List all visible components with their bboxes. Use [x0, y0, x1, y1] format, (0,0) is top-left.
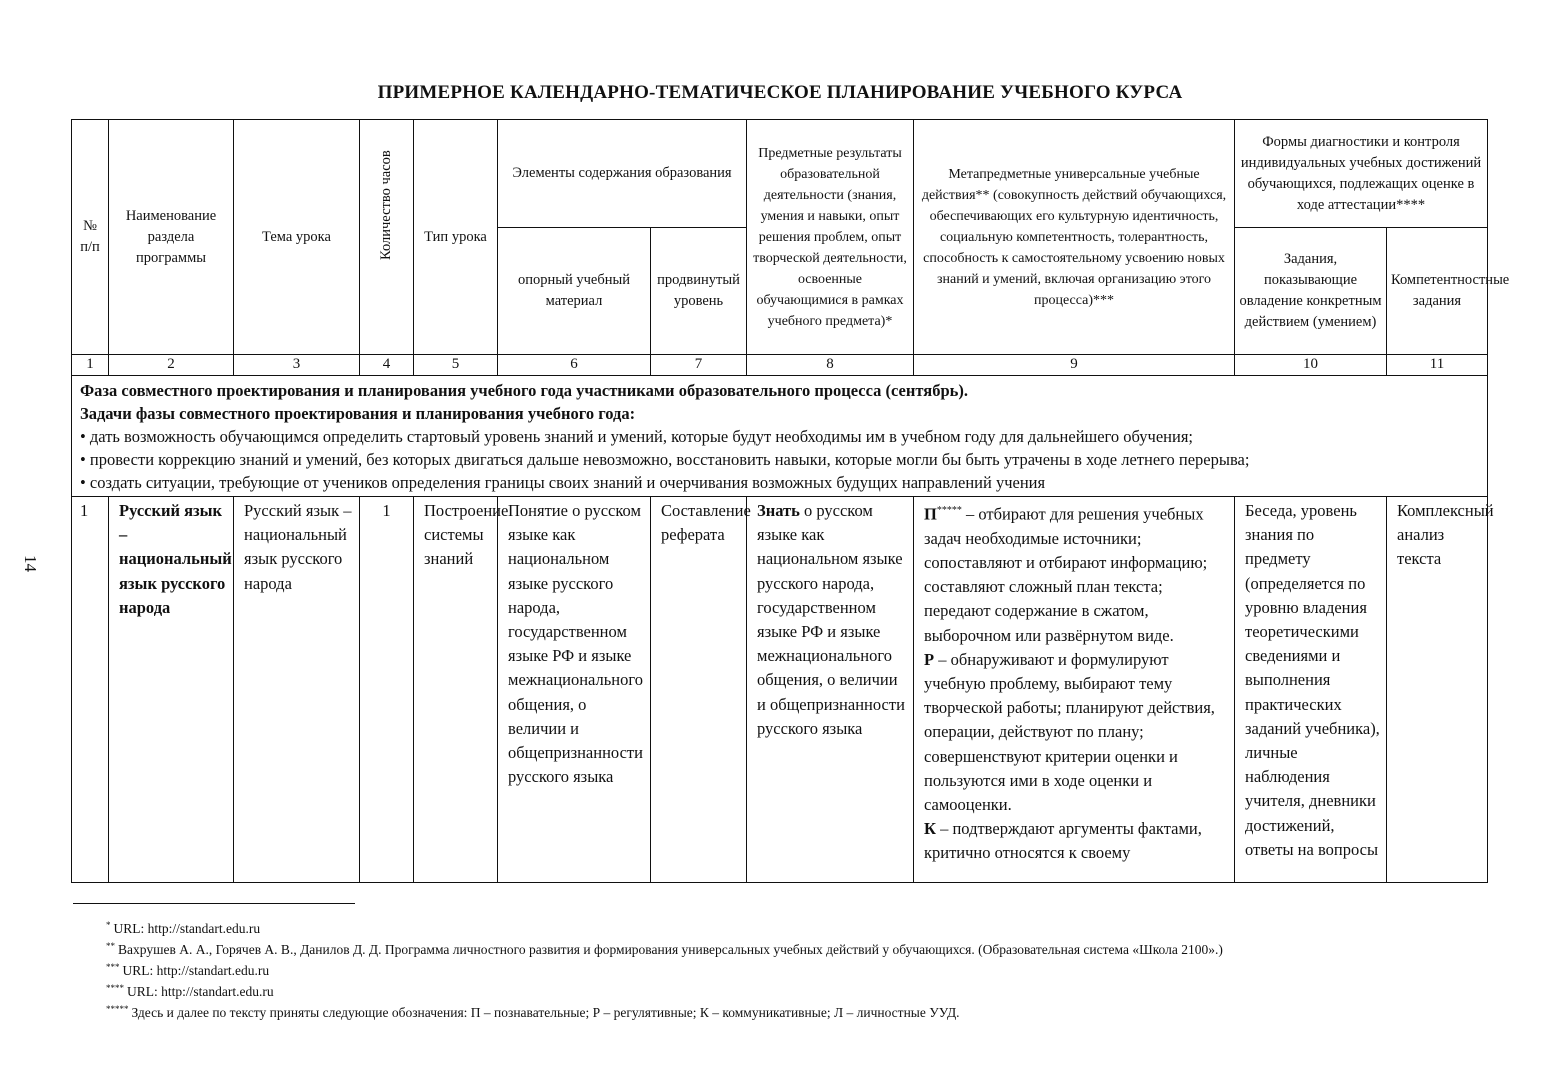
col-number: 5 — [414, 355, 498, 376]
footnote-mark: **** — [106, 983, 124, 993]
row-diagnostics: Беседа, уровень знания по предмету (определяется по уровню владения теоретическими сведениями и выполнения практических заданий учебника), личные наблюдения учителя, дневники достижений, ответы на вопросы — [1235, 497, 1387, 883]
header-hours-label: Количество часов — [378, 149, 394, 260]
footnote-text: URL: http://standart.edu.ru — [122, 963, 270, 978]
header-meta-actions: Метапредметные универсальные учебные действия** (совокупность действий обучающихся, обеспечивающих его культурную идентичность, социальную компетентность, толерантность, способность к самостоятельному усвоению новых знаний и умений, включая организацию этого процесса)*** — [914, 120, 1235, 355]
header-skill-tasks: Задания, показывающие овладение конкретным действием (умением) — [1235, 228, 1387, 355]
table-row — [72, 497, 1488, 883]
footnote-text: URL: http://standart.edu.ru — [113, 921, 261, 936]
footnote-mark: ***** — [106, 1004, 129, 1014]
header-hours — [360, 120, 414, 355]
page-title: ПРИМЕРНОЕ КАЛЕНДАРНО-ТЕМАТИЧЕСКОЕ ПЛАНИРОВАНИЕ УЧЕБНОГО КУРСА — [377, 82, 1183, 103]
col-number: 1 — [72, 355, 109, 376]
header-section: Наименование раздела программы — [109, 120, 234, 355]
phase-tasks-title: Задачи фазы совместного проектирования и планирования учебного года: — [80, 404, 636, 423]
col-number: 7 — [651, 355, 747, 376]
header-subject-results: Предметные результаты образовательной деятельности (знания, умения и навыки, опыт решения проблем, опыт творческой деятельности, освоенные обучающимися в рамках учебного предмета)* — [747, 120, 914, 355]
row-basic-material: Понятие о русском языке как национальном языке русского народа, государственном языке РФ и языке межнационального общения, о величии и общепризнанности русского языка — [498, 497, 651, 883]
row-advanced: Составление реферата — [651, 497, 747, 883]
col-number: 3 — [234, 355, 360, 376]
header-topic: Тема урока — [234, 120, 360, 355]
column-numbers-row — [72, 355, 1488, 376]
col-number: 11 — [1387, 355, 1488, 376]
phase-bullet: • дать возможность обучающимся определить стартовый уровень знаний и умений, которые будут необходимы им в учебном году для дальнейшего обучения; — [80, 427, 1194, 446]
col-number: 9 — [914, 355, 1235, 376]
phase-block — [72, 376, 1488, 497]
planning-table — [71, 119, 1510, 883]
footnote — [106, 918, 1223, 939]
row-section: Русский язык – национальный язык русского народа — [109, 497, 234, 883]
col-number: 6 — [498, 355, 651, 376]
meta-communicative-label: К — [924, 819, 936, 839]
col-number: 8 — [747, 355, 914, 376]
row-num: 1 — [72, 497, 109, 883]
meta-regulatory — [924, 648, 1229, 817]
footnote — [106, 939, 1223, 960]
footnote-text: Здесь и далее по тексту приняты следующие обозначения: П – познавательные; Р – регулятивные; К – коммуникативные; Л – личностные УУД. — [131, 1005, 960, 1020]
meta-regulatory-label: Р — [924, 649, 935, 669]
footnote-mark: * — [106, 920, 111, 930]
page-number: 14 — [21, 555, 40, 572]
col-number: 2 — [109, 355, 234, 376]
meta-cognitive-mark: ***** — [936, 505, 962, 516]
row-competence: Комплексный анализ текста — [1387, 497, 1488, 883]
row-type: Построение системы знаний — [414, 497, 498, 883]
footnote-mark: ** — [106, 941, 115, 951]
footnote-text: Вахрушев А. А., Горячев А. В., Данилов Д. Д. Программа личностного развития и формирования универсальных учебных действий у обучающихся. (Образовательная система «Школа 2100».) — [118, 942, 1223, 957]
col-number: 10 — [1235, 355, 1387, 376]
col-number: 4 — [360, 355, 414, 376]
footnote-mark: *** — [106, 962, 120, 972]
footnote — [106, 1002, 1223, 1023]
header-diagnostics-group: Формы диагностики и контроля индивидуальных учебных достижений обучающихся, подлежащих оценке в ходе аттестации**** — [1235, 120, 1488, 228]
subject-lead: Знать — [757, 501, 800, 520]
row-topic: Русский язык – национальный язык русского народа — [234, 497, 360, 883]
header-basic-material: опорный учебный материал — [498, 228, 651, 355]
phase-title: Фаза совместного проектирования и планирования учебного года участниками образовательного процесса (сентябрь). — [80, 381, 968, 400]
meta-cognitive — [924, 499, 1229, 648]
meta-regulatory-text: – обнаруживают и формулируют учебную проблему, выбирают тему творческой работы; планируют действия, операции, действуют по плану; совершенствуют критерии оценки и пользуются ими в ходе оценки и самооценки. — [924, 649, 1215, 814]
meta-communicative — [924, 817, 1229, 865]
meta-communicative-text: – подтверждают аргументы фактами, критично относятся к своему — [924, 819, 1202, 863]
footnote-text: URL: http://standart.edu.ru — [127, 984, 274, 999]
row-subject-results — [747, 497, 914, 883]
header-num: № п/п — [72, 120, 109, 355]
meta-cognitive-label: П — [924, 504, 937, 524]
header-advanced-level: продвинутый уровень — [651, 228, 747, 355]
header-type: Тип урока — [414, 120, 498, 355]
header-competence-tasks: Компетентностные задания — [1387, 228, 1488, 355]
phase-bullet: • создать ситуации, требующие от учеников определения границы своих знаний и очерчивания возможных будущих направлений учения — [80, 473, 1046, 492]
footnote — [106, 981, 1223, 1002]
footnotes — [106, 918, 1223, 1023]
footnote-divider — [73, 903, 355, 904]
header-content-elements: Элементы содержания образования — [498, 120, 747, 228]
meta-cognitive-text: – отбирают для решения учебных задач необходимые источники; сопоставляют и отбирают информацию; составляют сложный план текста; передают содержание в сжатом, выборочном или развёрнутом виде. — [924, 504, 1208, 645]
row-meta-actions — [914, 497, 1235, 883]
row-hours: 1 — [360, 497, 414, 883]
phase-bullet: • провести коррекцию знаний и умений, без которых двигаться дальше невозможно, восстановить навыки, которые могли бы быть утрачены в ходе летнего перерыва; — [80, 450, 1250, 469]
subject-text: о русском языке как национальном языке русского народа, государственном языке РФ и языке межнационального общения, о величии и общепризнанности русского языка — [757, 501, 905, 738]
footnote — [106, 960, 1223, 981]
